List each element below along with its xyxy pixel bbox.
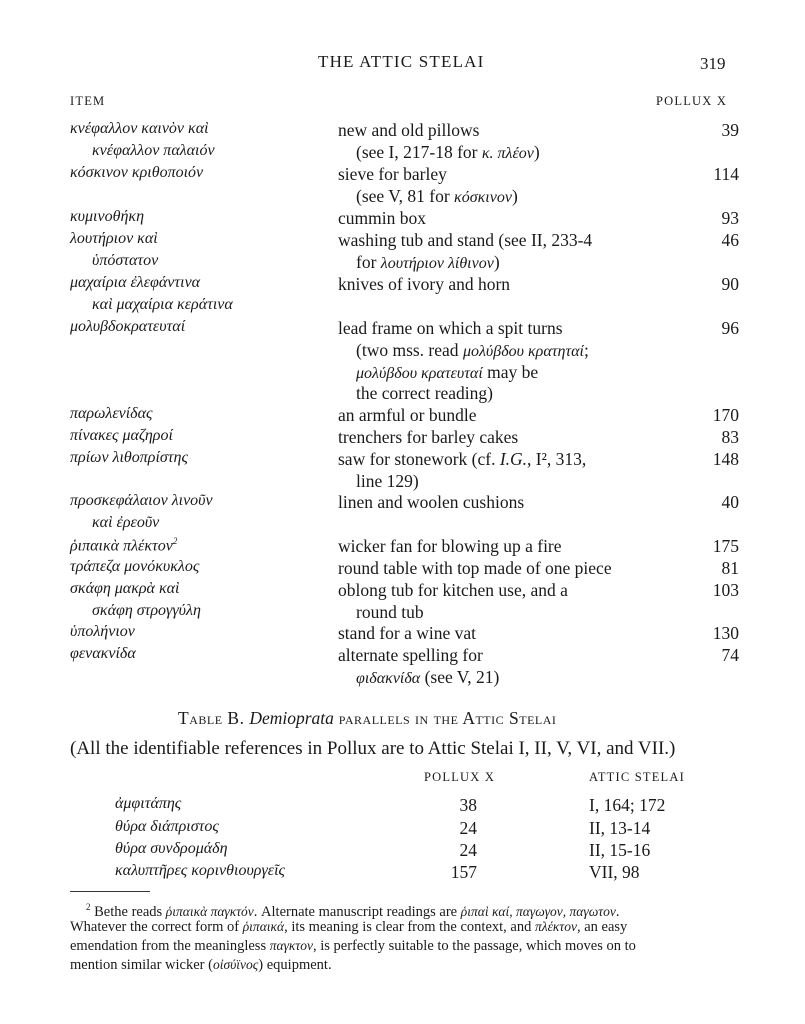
item-greek-line-1 — [70, 558, 199, 576]
translation-text: ) — [511, 185, 518, 206]
translation-text: ; — [583, 339, 589, 360]
pollux-reference: 39 — [721, 120, 739, 140]
translation-text: cummin box — [338, 208, 426, 228]
pollux-reference: 74 — [721, 645, 739, 665]
translation-text: ) — [533, 141, 540, 162]
translation-text: for — [356, 251, 381, 272]
parallel-greek: θύρα συνδρομάδη — [115, 840, 228, 857]
translation-line-3 — [356, 362, 538, 383]
parallel-stelai: I, 164; 172 — [589, 795, 666, 815]
pollux-reference: 40 — [721, 492, 739, 512]
item-greek-line-1 — [70, 623, 135, 641]
translation-line-2 — [356, 142, 540, 163]
footnote-text: Bethe reads — [90, 903, 166, 920]
translation-text: round tub — [356, 601, 424, 622]
item-greek: λουτήριον καὶ — [70, 230, 158, 247]
parallel-greek: καλυπτῆρες κορινθιουργεῖς — [115, 862, 286, 879]
pollux-reference: 96 — [721, 318, 739, 338]
translation-greek: λουτήριον λίθινον — [380, 254, 494, 272]
translation-line-1 — [338, 558, 612, 579]
column-header-item: ITEM — [70, 94, 106, 108]
translation-italic: I.G. — [499, 449, 528, 469]
translation-line-2 — [356, 471, 419, 492]
translation-text: linen and woolen cushions — [338, 492, 525, 512]
item-greek-line-1 — [70, 427, 173, 445]
footnote-greek: παγκτον — [269, 938, 313, 953]
translation-line-2 — [356, 252, 500, 273]
parallel-pollux: 24 — [459, 818, 477, 838]
translation-text: (see V, 81 for — [356, 185, 455, 206]
item-greek: κνέφαλλον παλαιόν — [92, 141, 215, 159]
pollux-reference: 103 — [712, 580, 739, 600]
item-greek-line-1 — [70, 230, 158, 248]
footnote-greek: ῥιπαικὰ παγκτόν — [165, 903, 254, 919]
item-greek-line-1 — [70, 645, 136, 663]
item-greek: παρωλενίδας — [70, 405, 153, 422]
translation-line-4 — [356, 383, 493, 404]
footnote-greek: πλέκτον — [534, 919, 577, 934]
table-b-caption-italic: Demioprata — [249, 708, 334, 728]
translation-text: wicker fan for blowing up a fire — [338, 536, 562, 556]
item-greek: καὶ ἐρεοῦν — [92, 513, 160, 531]
footnote-text: , is perfectly suitable to the passage, which moves on to — [312, 938, 636, 954]
item-greek: ὑπόστατον — [92, 251, 159, 269]
footnote-text: . — [615, 903, 620, 920]
footnote-line-2 — [70, 917, 627, 937]
footnote-line-3 — [70, 936, 636, 956]
translation-line-1 — [338, 120, 479, 141]
translation-line-1 — [338, 492, 524, 513]
item-greek: πίνακες μαζηροί — [70, 427, 173, 444]
footnote-mark: 2 — [86, 902, 91, 912]
table-b-note: (All the identifiable references in Pollux are to Attic Stelai I, II, V, VI, and VII.) — [70, 738, 676, 759]
footnote-text: emendation from the meaningless — [70, 938, 270, 954]
translation-line-1 — [338, 580, 568, 601]
pollux-reference: 90 — [721, 274, 739, 294]
item-greek-line-1 — [70, 405, 153, 423]
item-greek: τράπεζα μονόκυκλος — [70, 558, 200, 575]
table-b-header-stelai: ATTIC STELAI — [589, 770, 685, 784]
pollux-reference: 148 — [712, 449, 739, 469]
footnote-text: ) equipment. — [258, 957, 332, 973]
pollux-reference: 83 — [721, 427, 739, 447]
item-greek: μολυβδοκρατευταί — [70, 318, 186, 335]
item-greek-line-1 — [70, 164, 203, 182]
item-greek: κυμινοθήκη — [70, 208, 145, 225]
footnote-text: . Alternate manuscript readings are — [253, 903, 461, 920]
parallel-stelai: II, 13-14 — [589, 818, 651, 838]
pollux-reference: 46 — [721, 230, 739, 250]
parallel-greek: θύρα διάπριστος — [115, 818, 219, 835]
translation-line-2 — [356, 340, 589, 361]
translation-greek: μολύβδου κρατευταί — [356, 364, 483, 382]
translation-text: knives of ivory and horn — [338, 274, 511, 294]
translation-text: round table with top made of one piece — [338, 558, 612, 578]
parallel-pollux: 157 — [450, 862, 477, 882]
item-greek: πρίων λιθοπρίστης — [70, 449, 188, 466]
pollux-reference: 170 — [712, 405, 739, 425]
footnote-text: Whatever the correct form of — [70, 919, 243, 935]
parallel-pollux: 24 — [459, 840, 477, 860]
translation-text: stand for a wine vat — [338, 623, 477, 643]
translation-line-1 — [338, 449, 586, 470]
item-greek-line-2 — [92, 296, 233, 314]
footnote-divider — [70, 891, 150, 892]
item-greek-line-1 — [70, 274, 200, 292]
translation-text: may be — [482, 361, 539, 382]
translation-text: (two mss. read — [356, 339, 463, 360]
item-greek: προσκεφάλαιον λινοῦν — [70, 492, 213, 509]
translation-line-1 — [338, 318, 563, 339]
translation-line-2 — [356, 667, 499, 688]
translation-text: , I², 313, — [527, 449, 587, 469]
translation-text: saw for stonework (cf. — [338, 449, 500, 469]
item-greek: κόσκινον κριθοποιόν — [70, 164, 204, 181]
translation-line-1 — [338, 623, 476, 644]
translation-text: washing tub and stand (see II, 233-4 — [338, 230, 593, 250]
footnote-text: mention similar wicker ( — [70, 957, 213, 973]
translation-greek: μολύβδου κρατηταί — [462, 342, 584, 360]
parallel-pollux: 38 — [459, 795, 477, 815]
pollux-reference: 93 — [721, 208, 739, 228]
translation-text: sieve for barley — [338, 164, 447, 184]
footnote-ref: 2 — [172, 536, 178, 546]
translation-text: ) — [493, 251, 500, 272]
item-greek-line-1 — [70, 120, 209, 138]
footnote-text: , its meaning is clear from the context, and — [284, 919, 535, 935]
table-b-caption — [178, 708, 556, 729]
parallel-stelai: VII, 98 — [589, 862, 640, 882]
footnote-greek: οἰσύϊνος — [212, 957, 259, 972]
item-greek-line-1 — [70, 492, 213, 510]
item-greek-line-1 — [70, 536, 177, 555]
translation-line-1 — [338, 230, 592, 251]
item-greek: κνέφαλλον καινὸν καὶ — [70, 120, 209, 137]
translation-text: line 129) — [356, 470, 419, 491]
item-greek: φενακνίδα — [70, 645, 136, 662]
translation-text: the correct reading) — [356, 383, 494, 404]
item-greek-line-2 — [92, 252, 158, 270]
translation-greek: κόσκινον — [454, 188, 512, 206]
parallel-greek: ἀμφιτάπης — [115, 795, 182, 812]
translation-text: (see V, 21) — [420, 666, 500, 687]
footnote-greek: ῥιπαὶ καί, παγωγον, παγωτον — [460, 903, 616, 919]
item-greek: ὑπολήνιον — [70, 623, 135, 640]
translation-text: new and old pillows — [338, 120, 480, 140]
column-header-pollux: POLLUX X — [656, 94, 728, 108]
item-greek: ῥιπαικὰ πλέκτον — [70, 537, 173, 555]
item-greek-line-1 — [70, 208, 144, 226]
translation-line-1 — [338, 536, 562, 557]
footnote-line-4 — [70, 955, 332, 975]
translation-text: oblong tub for kitchen use, and a — [338, 580, 568, 600]
table-b-caption-suffix: parallels in the Attic Stelai — [333, 708, 557, 728]
footnote-greek: ῥιπαικά — [242, 919, 285, 934]
translation-line-1 — [338, 405, 477, 426]
item-greek-line-1 — [70, 449, 188, 467]
pollux-reference: 130 — [712, 623, 739, 643]
parallel-stelai: II, 15-16 — [589, 840, 651, 860]
translation-line-1 — [338, 208, 426, 229]
item-greek: καὶ μαχαίρια κεράτινα — [92, 295, 233, 313]
item-greek: μαχαίρια ἐλεφάντινα — [70, 274, 201, 291]
item-greek-line-2 — [92, 142, 215, 160]
translation-line-1 — [338, 427, 518, 448]
translation-text: (see I, 217-18 for — [356, 141, 482, 162]
footnote-text: , an easy — [576, 919, 628, 935]
table-b-caption-prefix: Table B. — [178, 708, 250, 728]
translation-text: lead frame on which a spit turns — [338, 318, 563, 338]
page-number: 319 — [700, 54, 726, 73]
running-head-title: THE ATTIC STELAI — [318, 52, 485, 71]
pollux-reference: 81 — [721, 558, 739, 578]
translation-line-1 — [338, 164, 447, 185]
item-greek: σκάφη μακρὰ καὶ — [70, 580, 180, 597]
item-greek: σκάφη στρογγύλη — [92, 601, 201, 619]
translation-text: an armful or bundle — [338, 405, 477, 425]
item-greek-line-1 — [70, 580, 179, 598]
item-greek-line-2 — [92, 602, 201, 620]
pollux-reference: 175 — [712, 536, 739, 556]
item-greek-line-2 — [92, 514, 159, 532]
translation-line-2 — [356, 186, 518, 207]
translation-line-2 — [356, 602, 424, 623]
translation-line-1 — [338, 274, 510, 295]
translation-text: alternate spelling for — [338, 645, 483, 665]
table-b-header-pollux: POLLUX X — [424, 770, 496, 784]
translation-text: trenchers for barley cakes — [338, 427, 519, 447]
translation-greek: φιδακνίδα — [356, 669, 421, 687]
translation-greek: κ. πλέον — [481, 144, 534, 162]
item-greek-line-1 — [70, 318, 185, 336]
translation-line-1 — [338, 645, 483, 666]
pollux-reference: 114 — [713, 164, 739, 184]
